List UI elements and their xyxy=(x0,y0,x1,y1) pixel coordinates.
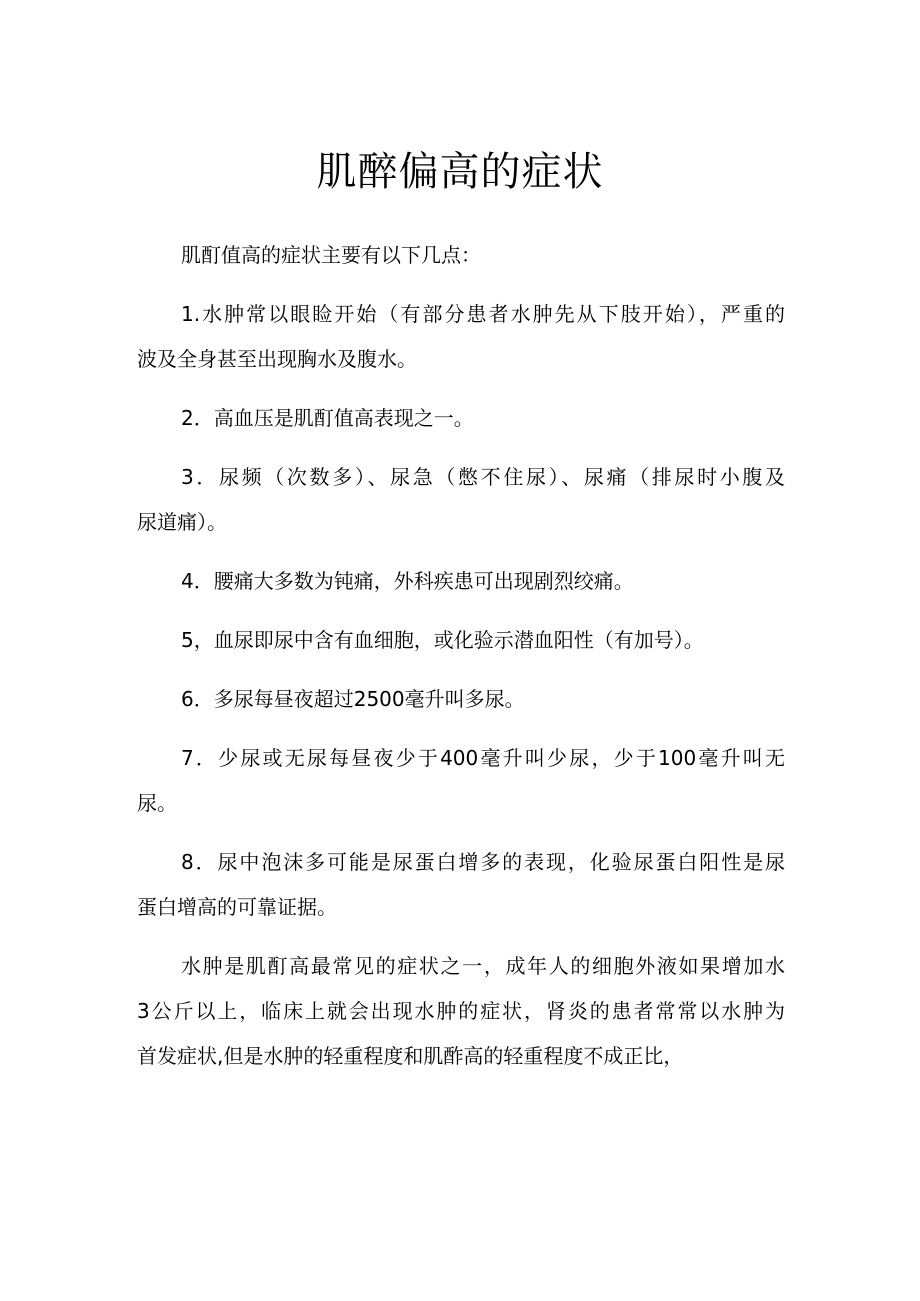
document-title: 肌醉偏高的症状 xyxy=(316,149,604,195)
closing-line-1: 水肿是肌酊高最常见的症状之一，成年人的细胞外液如果增加水 xyxy=(181,954,785,978)
symptom-item-3-line-2: 尿道痛）。 xyxy=(137,510,227,534)
symptom-item-8 xyxy=(137,847,785,922)
symptom-item-8-line-2: 蛋白增高的可靠证据。 xyxy=(137,895,337,919)
closing-paragraph xyxy=(137,951,785,1071)
symptom-item-1-line-2: 波及全身甚至出现胸水及腹水。 xyxy=(137,347,417,371)
symptom-item-1-line-1: 1.水肿常以眼睑开始（有部分患者水肿先从下肢开始），严重的 xyxy=(181,302,785,326)
closing-line-3: 首发症状,但是水肿的轻重程度和肌酢高的轻重程度不成正比， xyxy=(137,1044,684,1068)
symptom-item-5: 5，血尿即尿中含有血细胞，或化验示潜血阳性（有加号）。 xyxy=(181,628,704,652)
symptom-item-3-line-1: 3．尿频（次数多）、尿急（憋不住尿）、尿痛（排尿时小腹及 xyxy=(181,465,785,489)
symptom-item-7 xyxy=(137,743,785,818)
intro-paragraph: 肌酊值高的症状主要有以下几点： xyxy=(181,243,481,267)
symptom-item-1 xyxy=(137,299,785,374)
document-body xyxy=(137,240,785,1100)
symptom-item-7-line-1: 7．少尿或无尿每昼夜少于400毫升叫少尿，少于100毫升叫无 xyxy=(181,746,785,770)
symptom-item-3 xyxy=(137,462,785,537)
symptom-item-7-line-2: 尿。 xyxy=(137,791,177,815)
symptom-item-2: 2．高血压是肌酊值高表现之一。 xyxy=(181,406,474,430)
closing-line-2: 3公斤以上，临床上就会出现水肿的症状，肾炎的患者常常以水肿为 xyxy=(137,999,785,1023)
symptom-item-8-line-1: 8．尿中泡沫多可能是尿蛋白增多的表现，化验尿蛋白阳性是尿 xyxy=(181,850,785,874)
symptom-item-6: 6．多尿每昼夜超过2500毫升叫多尿。 xyxy=(181,687,525,711)
symptom-item-4: 4．腰痛大多数为钝痛，外科疾患可出现剧烈绞痛。 xyxy=(181,569,634,593)
